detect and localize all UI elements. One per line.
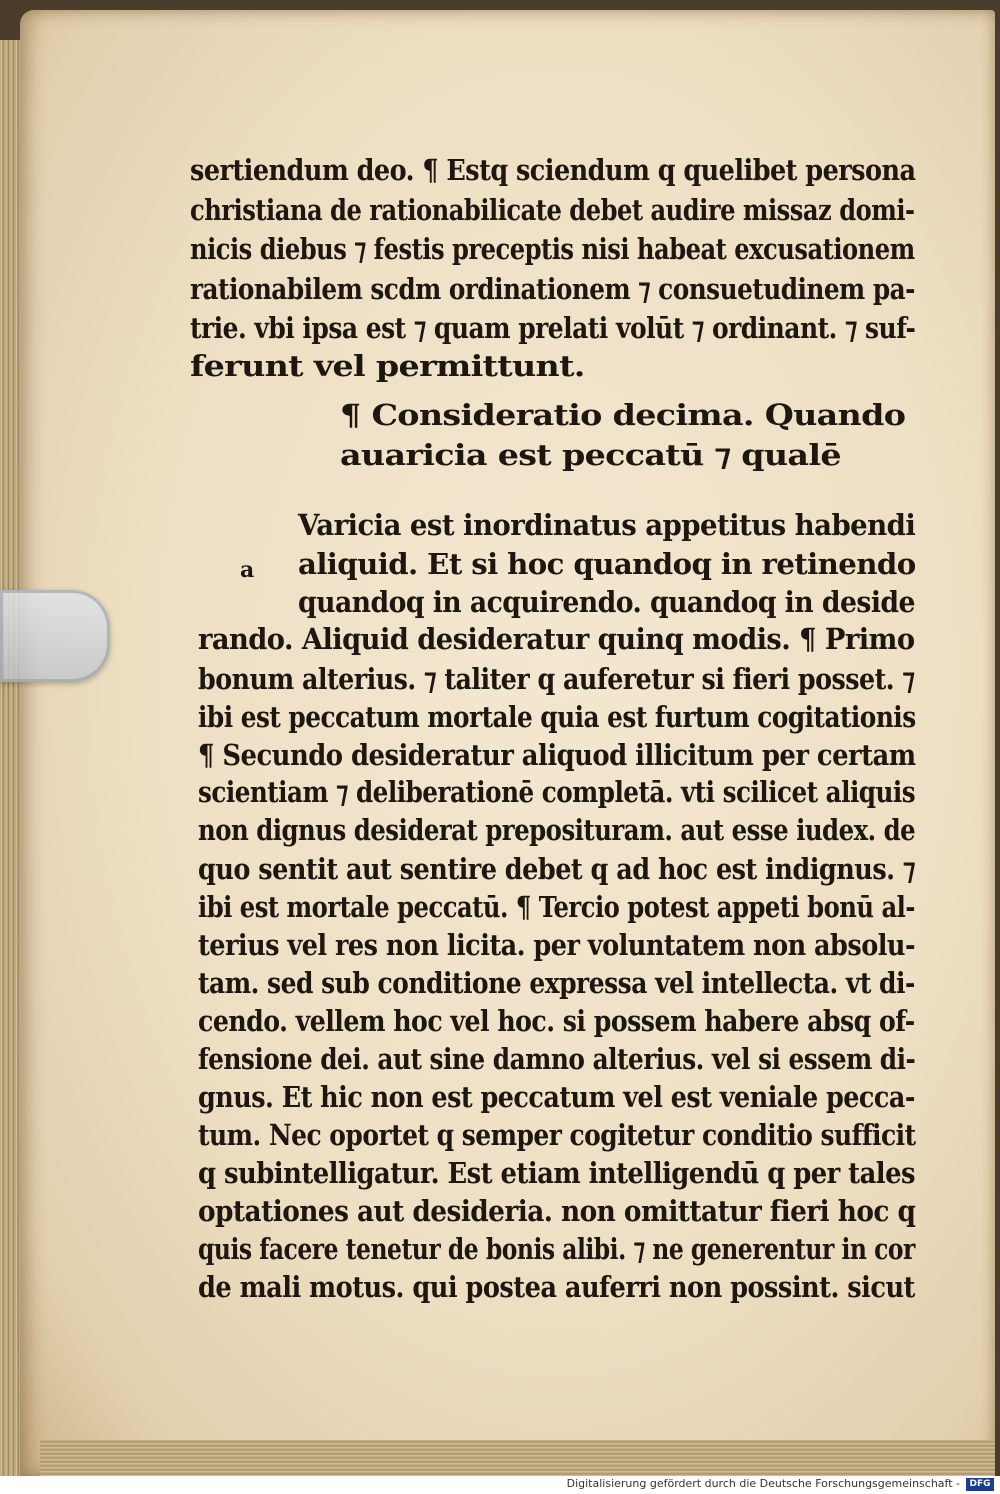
plastic-clip (0, 590, 110, 682)
text-line: scientiam ⁊ deliberationē completā. vti scilicet aliquis (198, 775, 916, 809)
section-heading: ¶ Consideratio decima. Quando (340, 398, 906, 432)
text-line: de mali motus. qui postea auferri non possint. sicut (198, 1270, 915, 1304)
text-line: tum. Nec oportet q semper cogitetur conditio sufficit (198, 1118, 916, 1152)
initial-guide-letter: a (240, 557, 255, 583)
text-line: ibi est peccatum mortale quia est furtum cogitationis (198, 700, 916, 734)
text-line: ¶ Secundo desideratur aliquod illicitum per certam (198, 738, 916, 772)
text-line: ibi est mortale peccatū. ¶ Tercio potest appeti bonū al- (198, 890, 915, 924)
text-line: rando. Aliquid desideratur quinq modis. ¶ Primo (198, 622, 915, 656)
text-line: non dignus desiderat preposituram. aut esse iudex. de (198, 813, 916, 847)
text-line: terius vel res non licita. per voluntatem non absolu- (198, 928, 916, 962)
text-line: quandoq in acquirendo. quandoq in deside (298, 585, 915, 619)
text-line: fensione dei. aut sine damno alterius. vel si essem di- (198, 1042, 916, 1076)
section-heading: auaricia est peccatū ⁊ qualē (340, 438, 841, 472)
text-line: trie. vbi ipsa est ⁊ quam prelati volūt ⁊ ordinant. ⁊ suf- (190, 311, 916, 345)
page-bottom-edge (40, 1440, 995, 1476)
text-line: quo sentit aut sentire debet q ad hoc est indignus. ⁊ (198, 852, 916, 886)
text-line: ferunt vel permittunt. (190, 349, 585, 383)
funding-credit: Digitalisierung gefördert durch die Deutsche Forschungsgemeinschaft - (566, 1477, 960, 1490)
text-line: sertiendum deo. ¶ Estq sciendum q quelibet persona (190, 153, 916, 187)
text-line: Varicia est inordinatus appetitus habendi (298, 508, 916, 542)
text-line: q subintelligatur. Est etiam intelligendū q per tales (198, 1156, 915, 1190)
footer-bar (0, 1476, 1000, 1494)
text-line: quis facere tenetur de bonis alibi. ⁊ ne generentur in cor (198, 1232, 915, 1266)
text-line: bonum alterius. ⁊ taliter q auferetur si fieri posset. ⁊ (198, 662, 915, 696)
dfg-logo: DFG (966, 1478, 994, 1491)
text-line: tam. sed sub conditione expressa vel intellecta. vt di- (198, 966, 915, 1000)
text-line: aliquid. Et si hoc quandoq in retinendo (298, 547, 916, 581)
text-line: nicis diebus ⁊ festis preceptis nisi habeat excusationem (190, 232, 915, 266)
text-line: cendo. vellem hoc vel hoc. si possem habere absq of- (198, 1004, 915, 1038)
text-line: rationabilem scdm ordinationem ⁊ consuetudinem pa- (190, 272, 915, 306)
text-line: gnus. Et hic non est peccatum vel est veniale pecca- (198, 1080, 915, 1114)
text-line: christiana de rationabilicate debet audire missaz domi- (190, 193, 915, 227)
text-line: optationes aut desideria. non omittatur fieri hoc q (198, 1194, 916, 1228)
